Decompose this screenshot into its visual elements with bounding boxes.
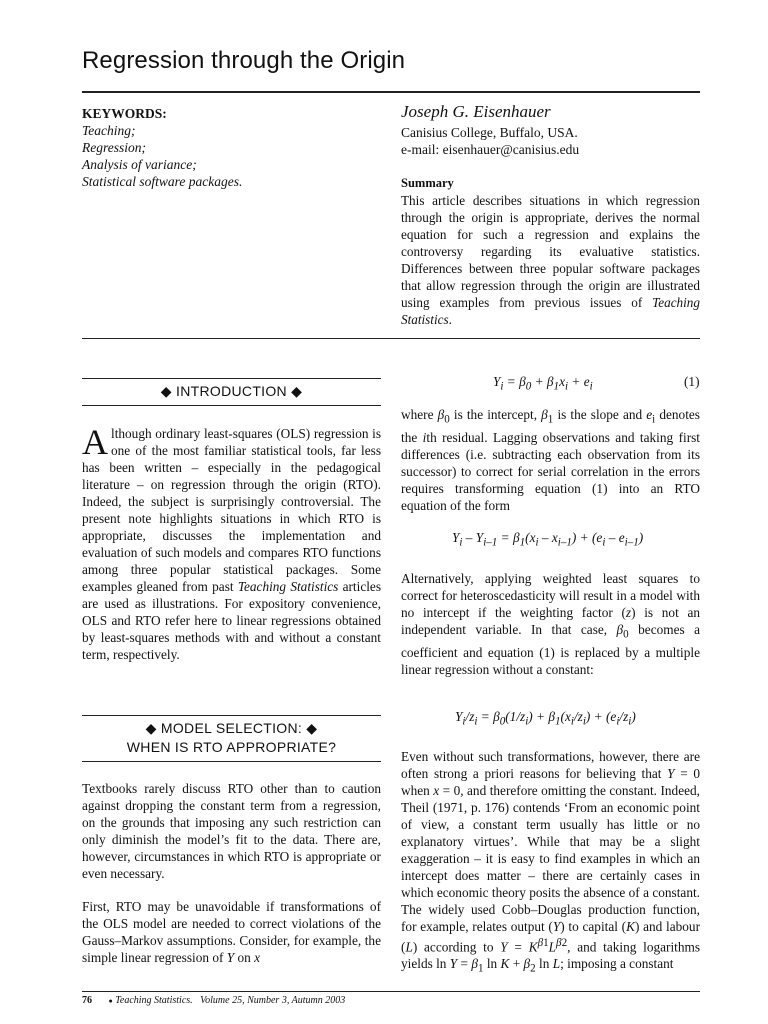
keyword-item: Regression; [82, 140, 146, 155]
intro-journal-name: Teaching Statistics [237, 579, 339, 594]
model-paragraph-1: Textbooks rarely discuss RTO other than to caution against dropping the constant term from a regression, on the grounds that imposing any such restriction can only diminish the model’s fit to the data. There are, however, circumstances in which RTO is appropriate or even necessary. [82, 781, 381, 881]
footer-rule [82, 991, 700, 992]
section-heading-model-selection [82, 719, 381, 757]
page-footer [82, 995, 345, 1006]
model-heading-line2: WHEN IS RTO APPROPRIATE? [126, 739, 337, 755]
author-name: Joseph G. Eisenhauer [401, 102, 551, 121]
model-heading-line1: ◆ MODEL SELECTION: ◆ [145, 720, 318, 736]
author-email[interactable]: e-mail: eisenhauer@canisius.edu [401, 142, 580, 157]
intro-text-b: articles are used as illustrations. For expository convenience, OLS and RTO refer here to linear regressions obtained by least-squares methods with and without a constant term, respectively. [82, 579, 381, 662]
author-affiliation: Canisius College, Buffalo, USA. [401, 125, 578, 140]
keyword-item: Teaching; [82, 123, 136, 138]
keyword-item: Statistical software packages. [82, 174, 243, 189]
model-para2-text: First, RTO may be unavoidable if transformations of the OLS model are needed to correct violations of the Gauss–Markov assumptions. Consider, for example, the simple linear regression of [82, 899, 381, 965]
equation-1-number: (1) [684, 374, 700, 389]
model-paragraph-2 [82, 898, 381, 966]
model-rule-bottom [82, 761, 381, 762]
var-y: Y [226, 950, 235, 965]
keywords-heading: KEYWORDS: [82, 106, 167, 121]
model-rule-top [82, 715, 381, 716]
equation-2: $Y_i - Y_{i-1} = \beta_1(x_i - x_{i-1}) + (e_i - e_{i-1})$ [452, 530, 644, 549]
summary-heading: Summary [401, 176, 454, 190]
right-paragraph-2: Alternatively, applying weighted least squares to correct for heteroscedasticity will result in a model with no intercept if the weighting factor (z) is not an independent variable. In that case, $\beta_0$ becomes a coefficient and equation (1) is replaced by a multiple linear regression without a constant: [401, 571, 701, 677]
drop-cap: A [82, 422, 108, 462]
equation-1: $Y_i = \beta_0 + \beta_1x_i + e_i$ [493, 374, 593, 393]
journal-issue: Volume 25, Number 3, Autumn 2003 [200, 995, 346, 1006]
keywords-list [82, 122, 242, 190]
journal-name: Teaching Statistics. [115, 995, 193, 1006]
intro-rule-bottom [82, 405, 381, 406]
intro-rule-top [82, 378, 381, 379]
var-x: x [254, 950, 261, 965]
introduction-paragraph [82, 422, 381, 663]
model-para2-on: on [234, 950, 255, 965]
equation-3: $Y_i/z_i = \beta_0(1/z_i) + \beta_1(x_i/z_i) + (e_i/z_i)$ [455, 709, 636, 728]
page-number: 76 [82, 995, 92, 1006]
summary-text [401, 192, 700, 328]
right-paragraph-1: where $\beta_0$ is the intercept, $\beta_1$ is the slope and $e_i$ denotes the ith residual. Lagging observations and taking first differences (i.e. subtracting each observation from its successor) to correct for serial correlation in the errors requires transforming equation (1) into an RTO equation of the form [401, 407, 700, 513]
right-paragraph-3: Even without such transformations, however, there are often strong a priori reasons for believing that Y = 0 when x = 0, and therefore omitting the constant. Indeed, Theil (1971, p. 176) contends ‘From an economic point of view, a constant term usually has little or no explanatory virtues’. While that may be a slight exaggeration – it is easy to find examples in which an intercept does matter – there are certainly cases in which economic theory posits the absence of a constant. The widely used Cobb–Douglas production function, for example, relates output (Y) to capital (K) and labour (L) according to $Y = K^{\beta 1}L^{\beta 2}$, and taking logarithms yields $\ln Y = \beta_1$ $\ln K + \beta_2$ ln L; imposing a constant [401, 749, 701, 976]
summary-journal-name: Teaching Statistics [401, 295, 700, 327]
title-rule [82, 91, 700, 93]
summary-text-end: . [448, 312, 452, 327]
intro-text-a: lthough ordinary least-squares (OLS) regression is one of the most familiar statistical tools, far less has been written – especially in the pedagogical literature – on regression through the origin (RTO). Indeed, the subject is surprisingly controversial. The present note highlights situations in which RTO is appropriate, discusses the implementation and evaluation of such models and compares RTO functions among three popular statistical packages. Some examples gleaned from past [82, 426, 381, 594]
section-heading-introduction: ◆ INTRODUCTION ◆ [160, 383, 303, 399]
summary-text-main: This article describes situations in which regression through the origin is appropriate, derives the normal equation for such a regression and explains the controversy regarding its evaluative statistics. Differences between three popular software packages that allow regression through the origin are illustrated using examples from previous issues of [401, 193, 700, 310]
footer-bullet: ● [108, 997, 113, 1005]
header-bottom-rule [82, 338, 700, 339]
keyword-item: Analysis of variance; [82, 157, 197, 172]
author-affiliation-block [401, 124, 579, 158]
article-title: Regression through the Origin [82, 47, 406, 74]
